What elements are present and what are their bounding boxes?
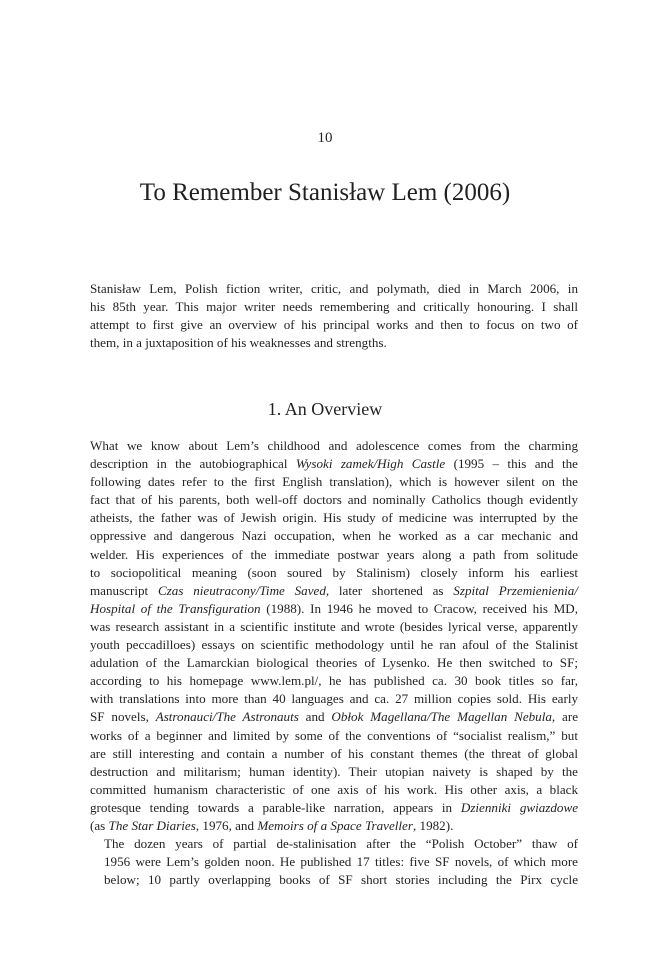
paragraph-line: fact that of his parents, both well-off doctors and nominally Catholics though evidently [90, 492, 578, 508]
paragraph-line: atheists, the father was of Jewish origin. His study of medicine was interrupted by the [90, 510, 578, 526]
text-run: SF novels, [90, 709, 156, 725]
paragraph-line: The dozen years of partial de-stalinisation after the “Polish October” thaw of [104, 836, 578, 852]
paragraph-line: 1956 were Lem’s golden noon. He published 17 titles: five SF novels, of which more [104, 854, 578, 870]
chapter-title: To Remember Stanisław Lem (2006) [139, 179, 511, 206]
paragraph-line: welder. His experiences of the immediate postwar years along a path from solitude [90, 546, 578, 562]
book-title: The Star Diaries [108, 817, 196, 833]
paragraph-line: to sociopolitical meaning (soon soured by Stalinism) closely inform his earliest [90, 564, 578, 580]
intro-line: them, in a juxtaposition of his weaknesses and strengths. [90, 335, 387, 351]
book-title: Memoirs of a Space Traveller [257, 817, 413, 833]
book-title: Dzienniki gwiazdowe [460, 799, 579, 815]
paragraph-line: following dates refer to the first English translation), which is however silent on the [90, 474, 578, 490]
text-run: description in the autobiographical [90, 456, 296, 472]
book-title: Hospital of the Transfiguration [90, 600, 261, 616]
text-run: (1995 – this and the [445, 456, 578, 472]
paragraph-line: youth peccadilloes) essays on scientific methodology until he ran afoul of the Stalinist [90, 637, 578, 653]
text-run: , are [551, 709, 579, 725]
text-run: (as [90, 817, 109, 833]
paragraph-line: with translations into more than 40 languages and ca. 27 million copies sold. His early [90, 691, 578, 707]
paragraph-line: adulation of the Lamarckian biological theories of Lysenko. He then switched to SF; [90, 655, 578, 671]
intro-paragraph [90, 280, 578, 352]
paragraph-line: works of a beginner and limited by some of the conventions of “socialist realism,” but [90, 727, 578, 743]
book-title: Szpital Przemienienia/ [453, 582, 578, 598]
paragraph-line [90, 582, 578, 600]
text-run: , 1982). [412, 817, 454, 833]
overview-paragraph-1 [90, 437, 578, 835]
body-text [90, 437, 578, 889]
paragraph-line: are still interesting and contain a number of his constant themes (the threat of global [90, 745, 578, 761]
intro-line: his 85th year. This major writer needs remembering and critically honouring. I shall [90, 299, 578, 315]
paragraph-line: committed humanism characteristic of one axis of his work. His other axis, a black [90, 781, 578, 797]
text-run: (1988). In 1946 he moved to Cracow, received his MD, [260, 600, 578, 616]
paragraph-line: according to his homepage www.lem.pl/, he has published ca. 30 book titles so far, [90, 673, 578, 689]
book-title: Obłok Magellana/The Magellan Nebula [331, 709, 552, 725]
book-title: Wysoki zamek/High Castle [295, 456, 446, 472]
text-run: later shortened as [329, 582, 454, 598]
paragraph-line: below; 10 partly overlapping books of SF short stories including the Pirx cycle [104, 872, 578, 888]
text-run: , 1976, and [195, 817, 258, 833]
paragraph-line: What we know about Lem’s childhood and adolescence comes from the charming [90, 438, 578, 453]
text-run: grotesque tending towards a parable-like narration, appears in [90, 799, 461, 815]
book-title: Astronauci/The Astronauts [155, 709, 299, 725]
intro-line: Stanisław Lem, Polish fiction writer, critic, and polymath, died in March 2006, in [90, 281, 578, 296]
overview-paragraph-2 [90, 835, 578, 889]
paragraph-line [90, 799, 578, 817]
paragraph-line: was research assistant in a scientific institute and wrote (besides lyrical verse, apparently [90, 618, 578, 634]
intro-line: attempt to first give an overview of his principal works and then to focus on two of [90, 317, 578, 333]
paragraph-line [90, 817, 578, 835]
text-run: manuscript [90, 582, 158, 598]
paragraph-line: destruction and militarism; human identity). Their utopian naivety is shaped by the [90, 763, 578, 779]
paragraph-line [90, 708, 578, 726]
paragraph-line: oppressive and dangerous Nazi occupation, when he worked as a car mechanic and [90, 528, 578, 544]
paragraph-line [90, 600, 578, 618]
paragraph-line [90, 455, 578, 473]
section-heading: 1. An Overview [267, 399, 383, 419]
text-run: and [298, 709, 332, 725]
book-title: Czas nieutracony/Time Saved, [157, 582, 330, 598]
chapter-number: 10 [317, 130, 333, 146]
